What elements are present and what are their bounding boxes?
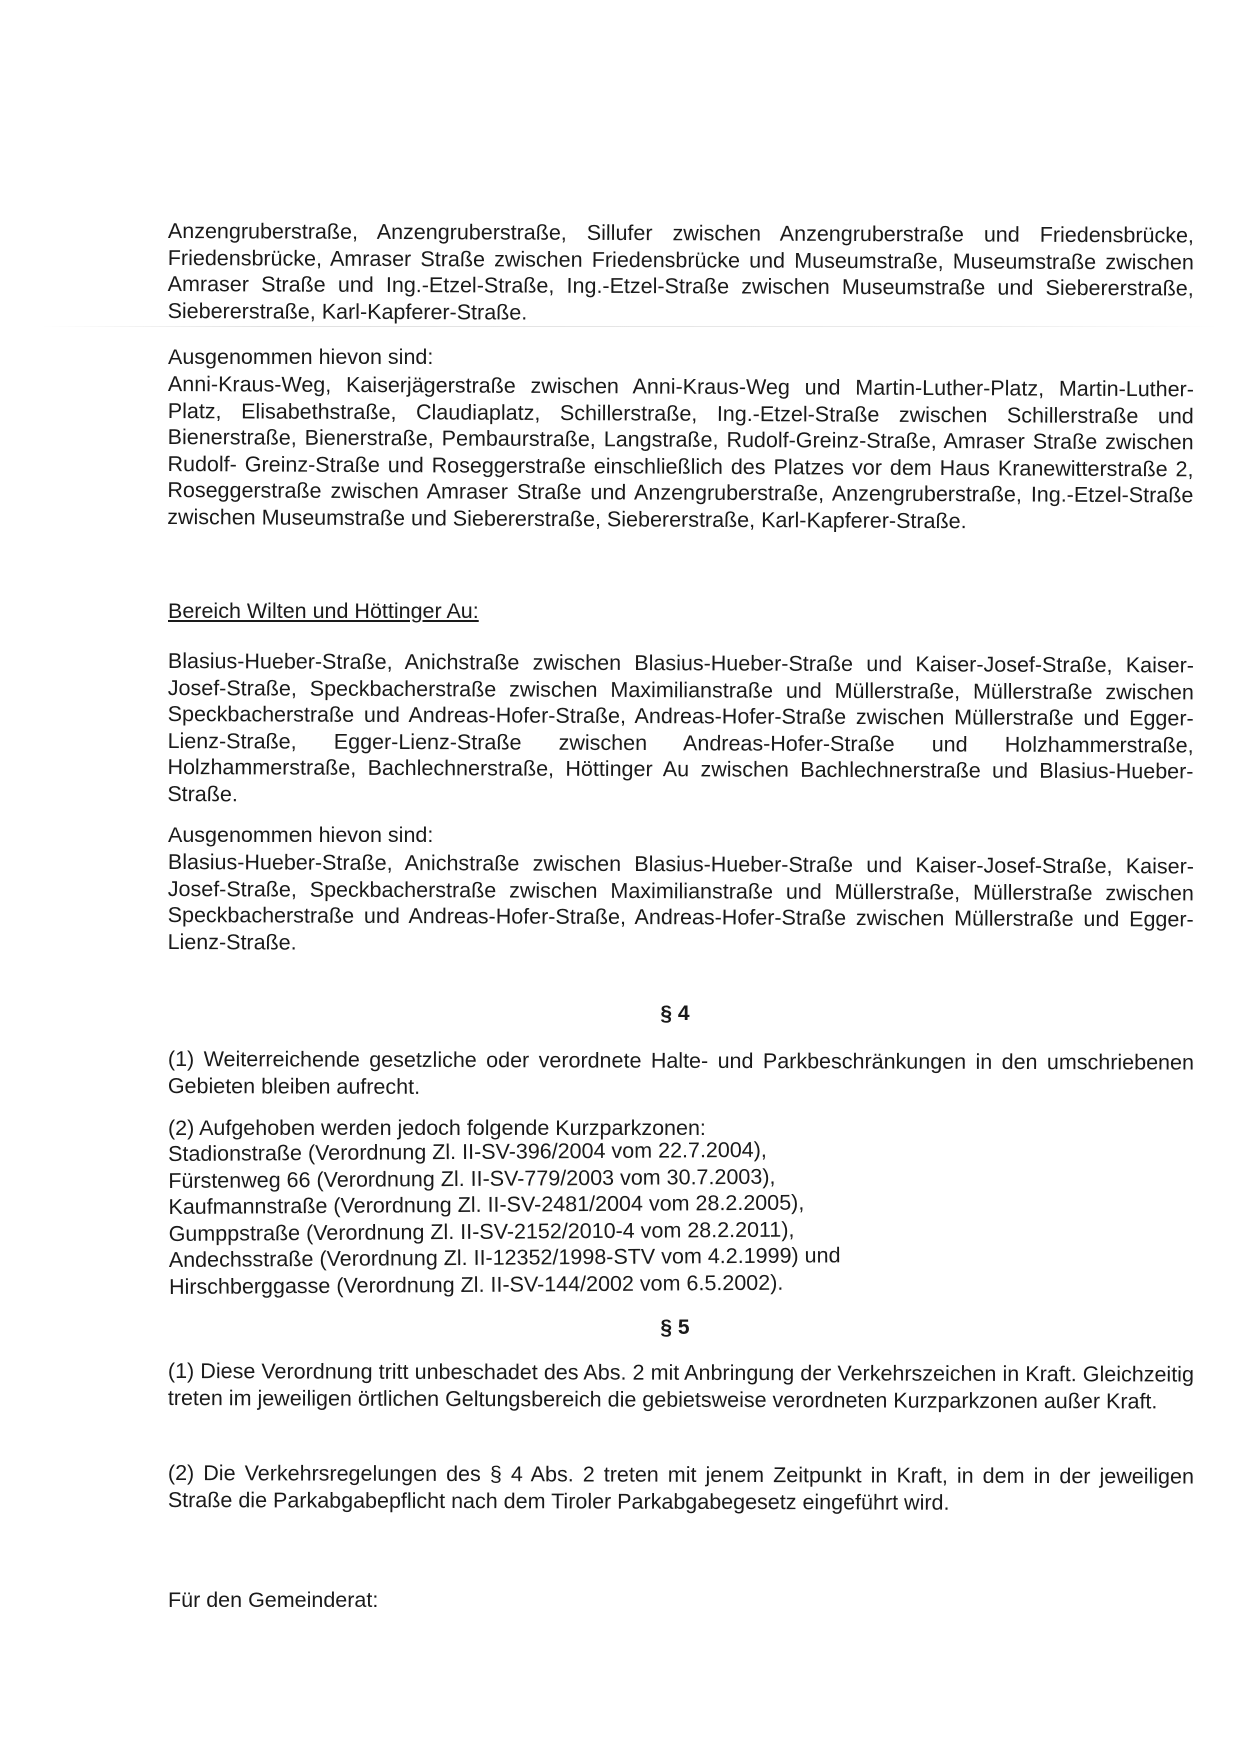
list-item: Fürstenweg 66 (Verordnung Zl. II-SV-779/2003 vom 30.7.2003), (168, 1164, 776, 1193)
list-item: Gumppstraße (Verordnung Zl. II-SV-2152/2010-4 vom 28.2.2011), (168, 1217, 795, 1246)
exceptions-1-text: Anni-Kraus-Weg, Kaiserjägerstraße zwischen Anni-Kraus-Weg und Martin-Luther-Platz, Martin-Luther-Platz, Elisabethstraße, Claudiaplatz, Schillerstraße, Ing.-Etzel-Straße zwischen Schillerstraße und Bienerstraße, Bienerstraße, Pembaurstraße, Langstraße, Rudolf-Greinz-Straße, Amraser Straße zwischen Rudolf- Greinz-Straße und Roseggerstraße einschließlich des Platzes vor dem Haus Kranewitterstraße 2, Roseggerstraße zwischen Amraser Straße und Anzengruberstraße, Anzengruberstraße, Ing.-Etzel-Straße zwischen Museumstraße und Siebererstraße, Siebererstraße, Karl-Kapferer-Straße. (167, 372, 1194, 533)
repealed-zones-list (168, 1134, 1195, 1300)
scan-artifact-line (40, 326, 1220, 327)
section-4-para-1: (1) Weiterreichende gesetzliche oder verordnete Halte- und Parkbeschränkungen in den umschriebenen Gebieten bleiben aufrecht. (167, 1047, 1194, 1099)
list-item: Hirschberggasse (Verordnung Zl. II-SV-144/2002 vom 6.5.2002). (168, 1270, 784, 1299)
list-item: Kaufmannstraße (Verordnung Zl. II-SV-2481/2004 vom 28.2.2005), (168, 1190, 805, 1219)
intro-paragraph: Anzengruberstraße, Anzengruberstraße, Sillufer zwischen Anzengruberstraße und Friedensbrücke, Friedensbrücke, Amraser Straße zwischen Friedensbrücke und Museumstraße, Museumstraße zwischen Amraser Straße und Ing.-Etzel-Straße, Ing.-Etzel-Straße zwischen Museumstraße und Siebererstraße, Siebererstraße, Karl-Kapferer-Straße. (167, 218, 1194, 325)
section-5-para-1: (1) Diese Verordnung tritt unbeschadet des Abs. 2 mit Anbringung der Verkehrszeichen in Kraft. Gleichzeitig treten im jeweiligen örtlichen Geltungsbereich die gebietsweise verordneten Kurzparkzonen außer Kraft. (167, 1359, 1194, 1413)
signature-label: Für den Gemeinderat: (168, 1588, 379, 1612)
section-4-title: § 4 (660, 1002, 690, 1025)
section-4-para-2-intro: (2) Aufgehoben werden jedoch folgende Kurzparkzonen: (168, 1116, 706, 1140)
section-5-title: § 5 (660, 1316, 690, 1339)
exceptions-1-label: Ausgenommen hievon sind: (168, 345, 434, 369)
section-5-para-2: (2) Die Verkehrsregelungen des § 4 Abs. 2 treten mit jenem Zeitpunkt in Kraft, in dem in der jeweiligen Straße die Parkabgabepflicht nach dem Tiroler Parkabgabegesetz eingeführt wird. (167, 1461, 1194, 1515)
exceptions-2-text: Blasius-Hueber-Straße, Anichstraße zwischen Blasius-Hueber-Straße und Kaiser-Josef-Straße, Kaiser-Josef-Straße, Speckbacherstraße zwischen Maximilianstraße und Müllerstraße, Müllerstraße zwischen Speckbacherstraße und Andreas-Hofer-Straße, Andreas-Hofer-Straße zwischen Müllerstraße und Egger-Lienz-Straße. (167, 850, 1194, 955)
list-item: Stadionstraße (Verordnung Zl. II-SV-396/2004 vom 22.7.2004), (168, 1137, 767, 1166)
area-heading: Bereich Wilten und Höttinger Au: (168, 599, 479, 623)
area-text: Blasius-Hueber-Straße, Anichstraße zwischen Blasius-Hueber-Straße und Kaiser-Josef-Straße, Kaiser-Josef-Straße, Speckbacherstraße zwischen Maximilianstraße und Müllerstraße, Müllerstraße zwischen Speckbacherstraße und Andreas-Hofer-Straße, Andreas-Hofer-Straße zwischen Müllerstraße und Egger-Lienz-Straße, Egger-Lienz-Straße zwischen Andreas-Hofer-Straße und Holzhammerstraße, Holzhammerstraße, Bachlechnerstraße, Höttinger Au zwischen Bachlechnerstraße und Blasius-Hueber-Straße. (167, 649, 1194, 806)
list-item: Andechsstraße (Verordnung Zl. II-12352/1998-STV vom 4.2.1999) und (168, 1243, 841, 1272)
exceptions-2-label: Ausgenommen hievon sind: (168, 823, 434, 847)
